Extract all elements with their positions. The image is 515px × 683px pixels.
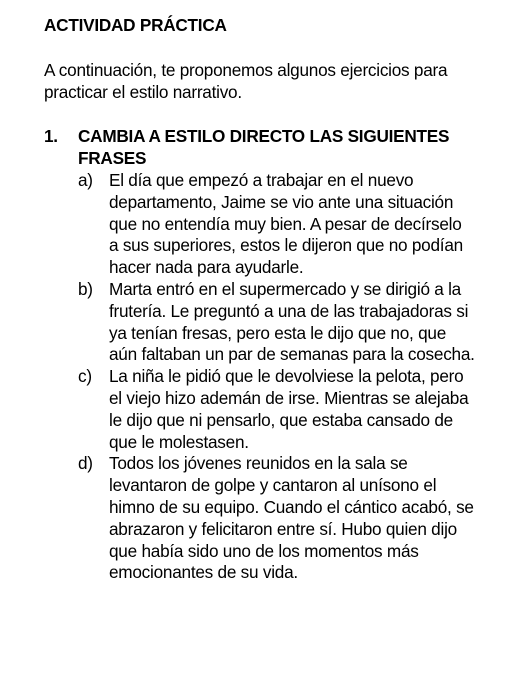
document-page [44,15,494,584]
exercise-item-d [78,453,494,584]
exercise-number: 1. [44,126,58,147]
item-text [109,279,494,366]
exercise-item-a [78,170,494,279]
item-text-line: que había sido uno de los momentos más [109,540,419,561]
item-text-line: aún faltaban un par de semanas para la cosecha. [109,344,475,365]
item-letter: d) [78,453,93,474]
item-text-line: Todos los jóvenes reunidos en la sala se [109,453,408,474]
item-text-line: himno de su equipo. Cuando el cántico acabó, se [109,496,474,517]
item-text-line: emocionantes de su vida. [109,562,298,583]
exercise-1 [44,126,494,584]
item-text-line: que no entendía muy bien. A pesar de decírselo [109,213,462,234]
item-text [109,366,494,453]
item-text-line: hacer nada para ayudarle. [109,257,304,278]
intro-line: A continuación, te proponemos algunos ejercicios para [44,59,448,80]
exercise-items-list [78,170,494,584]
item-text [109,170,494,279]
intro-line: practicar el estilo narrativo. [44,81,242,102]
document-title: ACTIVIDAD PRÁCTICA [44,15,227,35]
exercise-item-c [78,366,494,453]
item-text-line: el viejo hizo ademán de irse. Mientras se alejaba [109,387,469,408]
exercise-body [78,126,494,584]
item-letter: c) [78,366,92,387]
item-letter: b) [78,278,93,299]
item-text-line: frutería. Le preguntó a una de las trabajadoras si [109,300,469,321]
exercise-heading [78,126,494,170]
exercise-heading-line: FRASES [78,148,147,169]
item-text-line: El día que empezó a trabajar en el nuevo [109,169,414,190]
item-text-line: La niña le pidió que le devolviese la pelota, pero [109,366,464,387]
item-text-line: Marta entró en el supermercado y se dirigió a la [109,278,461,299]
item-letter: a) [78,169,93,190]
item-text-line: levantaron de golpe y cantaron al unísono el [109,475,437,496]
intro-paragraph [44,60,494,104]
item-text-line: departamento, Jaime se vio ante una situación [109,191,454,212]
item-text-line: ya tenían fresas, pero esta le dijo que no, que [109,322,447,343]
item-text-line: a sus superiores, estos le dijeron que no podían [109,235,463,256]
item-text-line: abrazaron y felicitaron entre sí. Hubo quien dijo [109,518,457,539]
item-text-line: que le molestasen. [109,431,249,452]
item-text-line: le dijo que ni pensarlo, que estaba cansado de [109,409,453,430]
item-text [109,453,494,584]
exercise-heading-line: CAMBIA A ESTILO DIRECTO LAS SIGUIENTES [78,126,450,147]
exercise-item-b [78,279,494,366]
